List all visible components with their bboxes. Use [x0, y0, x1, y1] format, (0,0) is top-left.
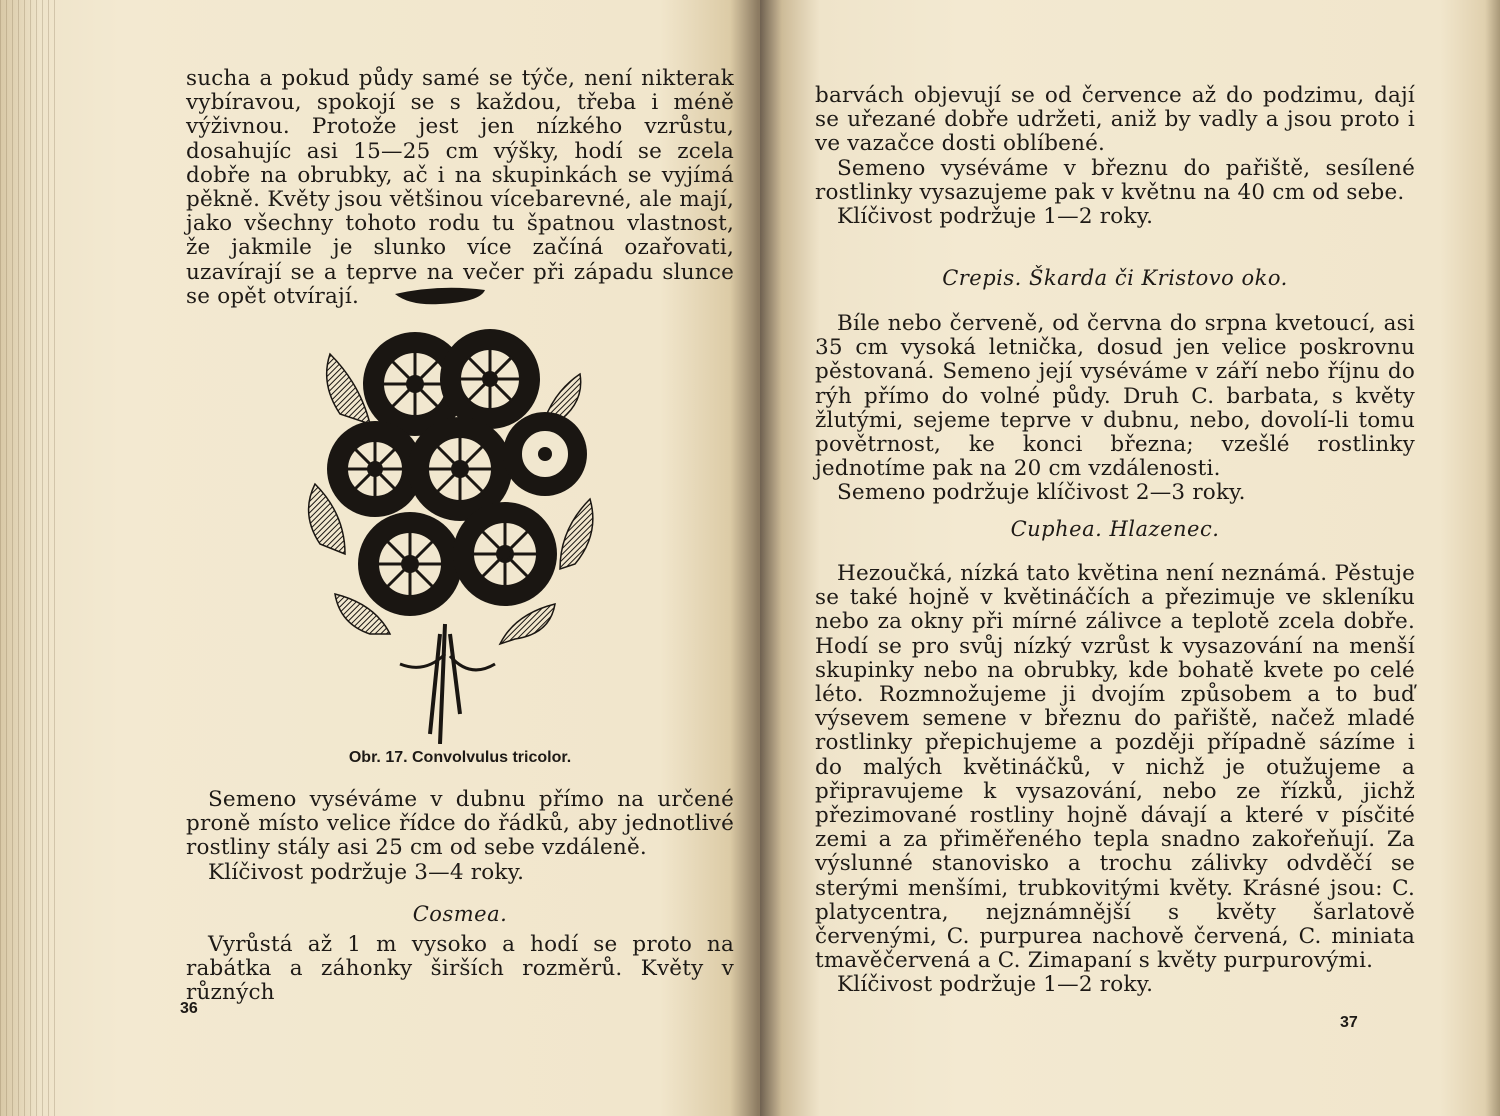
right-paragraph-3: Klíčivost podržuje 1—2 roky. — [837, 204, 1154, 230]
convolvulus-illustration — [300, 284, 600, 744]
right-paragraph-6: Hezoučká, nízká tato květina není neznámá. Pěstuje se také hojně v květináčích a přezimuje ve skleníku nebo za okny při mírné zálivce a teplotě zcela dobře. Hodí se pro svůj nízký vzrůst k vysazování na menší skupinky nebo na obrubky, kde bohatě kvete po celé léto. Rozmnožujeme ji dvojím způsobem a to buď výsevem semene v březnu do pařiště, načež mladé rostlinky přepichujeme a později případně sázíme i do malých květináčků, v nichž je otužujeme a připravujeme k vysazování, nebo ze řízků, jichž přezimované rostliny hojně dávají a které v písčité zemi a za přiměřeného tepla snadno zakořeňují. Za výslunné stanovisko a trochu zálivky odvděčí se sterými menšími, trubkovitými květy. Krásné jsou: C. platycentra, nejznámnější s květy šarlatově červenými, C. purpurea nachově červená, C. miniata tmavěčervená a C. Zimapaní s květy purpurovými. — [815, 561, 1415, 974]
left-paragraph-3: Klíčivost podržuje 3—4 roky. — [208, 859, 525, 885]
right-page — [760, 0, 1500, 1116]
right-paragraph-4: Bíle nebo červeně, od června do srpna kvetoucí, asi 35 cm vysoká letnička, dosud jen velice poskrovnu pěstovaná. Semeno její vyséváme v září nebo říjnu do rýh přímo do volné půdy. Druh C. barbata, s květy žlutými, sejeme teprve v dubnu, nebo, dovolí-li tomu povětrnost, ke konci března; vzešlé rostlinky jednotíme pak na 20 cm vzdálenosti. — [815, 311, 1415, 482]
left-text-block-3 — [186, 933, 734, 1006]
page-number-right: 37 — [1340, 1014, 1358, 1031]
left-paragraph-1-block — [186, 67, 734, 309]
right-text-block-2 — [815, 312, 1415, 506]
flower-7 — [453, 502, 557, 606]
heading-crepis: Crepis. Škarda či Kristovo oko. — [942, 266, 1288, 290]
right-paragraph-5: Semeno podržuje klíčivost 2—3 roky. — [837, 480, 1246, 506]
right-text-block-1 — [815, 84, 1415, 229]
flower-6 — [358, 512, 462, 616]
flower-2 — [440, 329, 540, 429]
left-text-block-2 — [186, 788, 734, 885]
left-paragraph-4: Vyrůstá až 1 m vysoko a hodí se proto na rabátka a záhonky širších rozměrů. Květy v různých — [186, 932, 734, 1006]
heading-cosmea: Cosmea. — [412, 902, 508, 926]
heading-cuphea: Cuphea. Hlazenec. — [1010, 517, 1220, 541]
left-paragraph-2: Semeno vyséváme v dubnu přímo na určené proně místo velice řídce do řádků, aby jednotlivé rostliny stály asi 25 cm od sebe vzdáleně. — [186, 787, 734, 861]
page-number-left: 36 — [180, 1000, 198, 1017]
flower-5 — [503, 412, 587, 496]
right-paragraph-7: Klíčivost podržuje 1—2 roky. — [837, 972, 1154, 998]
left-paragraph-1: sucha a pokud půdy samé se týče, není nikterak vybíravou, spokojí se s každou, třeba i méně výživnou. Protože jest jen nízkého vzrůstu, dosahujíc asi 15—25 cm výšky, hodí se zcela dobře na obrubky, ač i na skupinkách se vyjímá pěkně. Květy jsou většinou vícebarevné, ale mají, jako všechny tohoto rodu tu špatnou vlastnost, že jakmile je slunko více začíná ozařovati, uzavírají se a teprve na večer při západu slunce se opět otvírají. — [186, 66, 734, 309]
figure-caption: Obr. 17. Convolvulus tricolor. — [348, 749, 572, 766]
right-text-block-3 — [815, 562, 1415, 998]
right-paragraph-2: Semeno vyséváme v březnu do pařiště, sesílené rostlinky vysazujeme pak v květnu na 40 cm od sebe. — [815, 155, 1415, 205]
right-paragraph-1: barvách objevují se od července až do podzimu, dají se uřezané dobře udržeti, aniž by vadly a jsou proto i ve vazačce dosti oblíbené. — [815, 83, 1415, 157]
page-edge-texture — [0, 0, 60, 1116]
